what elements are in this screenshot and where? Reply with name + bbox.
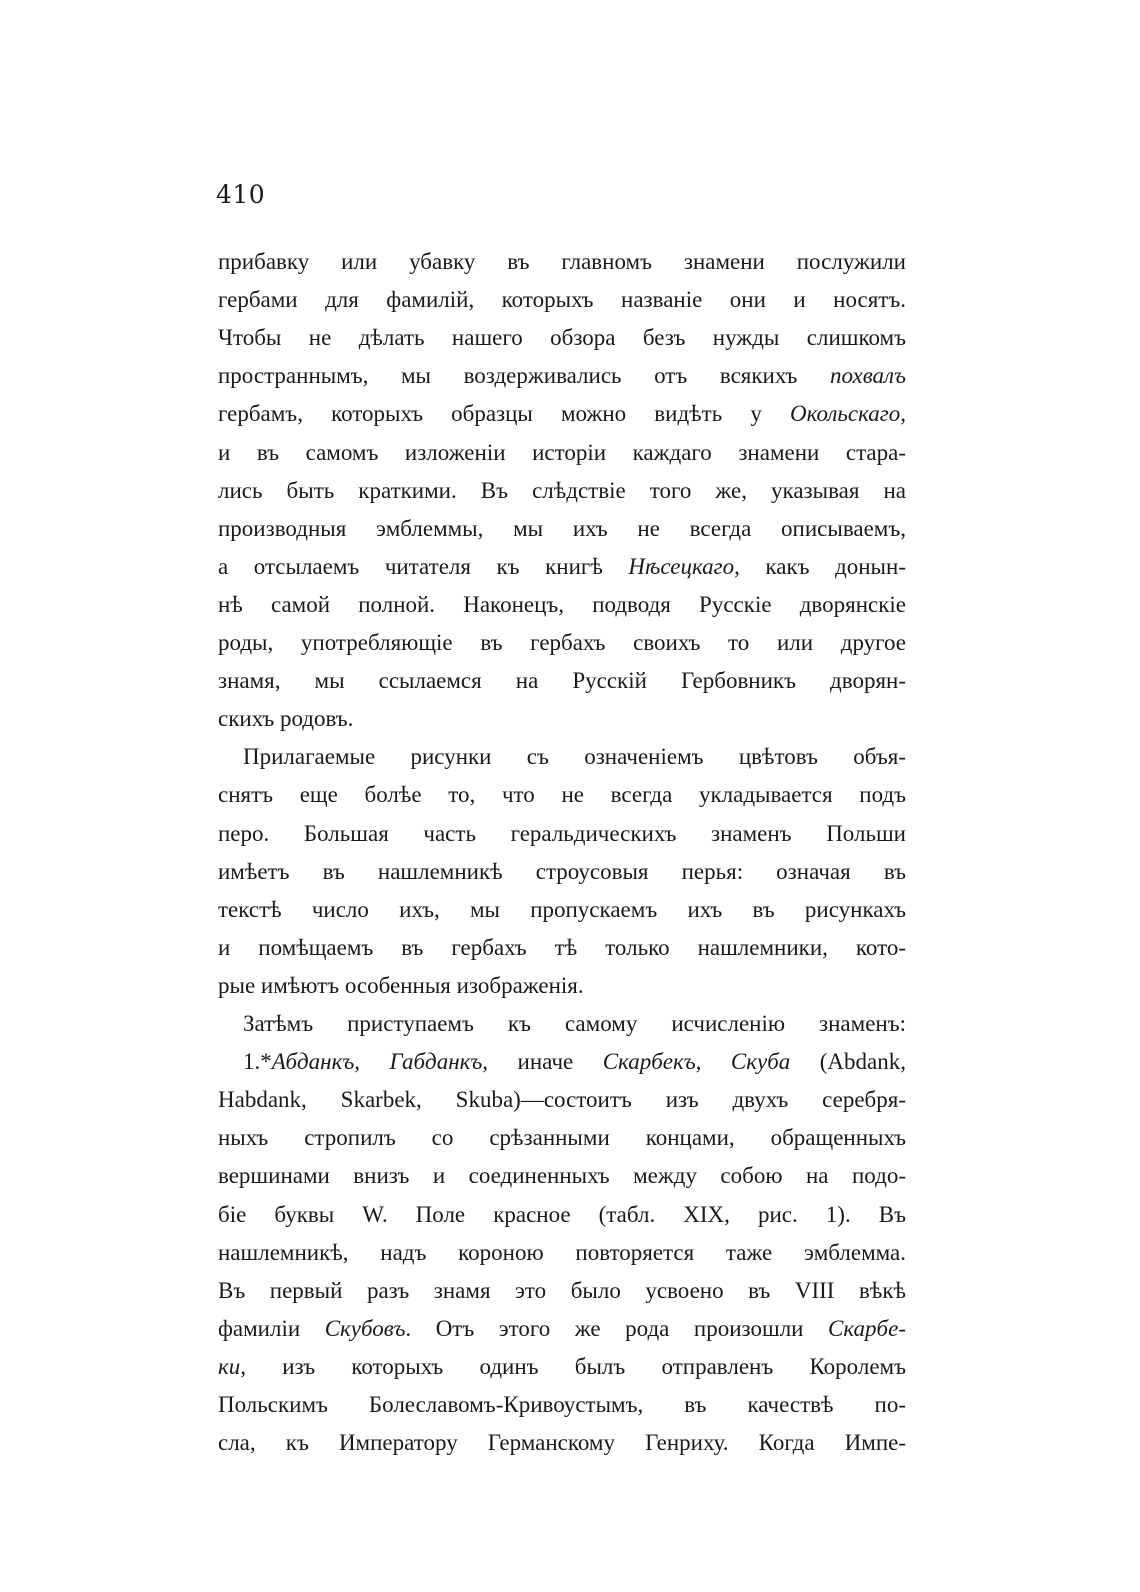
text-segment: и въ самомъ изложеніи исторіи каждаго знамени стара- xyxy=(218,440,906,465)
text-line xyxy=(218,1157,906,1195)
text-line xyxy=(218,967,906,1005)
text-line xyxy=(218,776,906,814)
text-segment: скихъ родовъ. xyxy=(218,706,354,731)
text-line xyxy=(218,472,906,510)
text-line xyxy=(218,281,906,319)
text-line xyxy=(218,357,906,395)
text-segment: производныя эмблеммы, мы ихъ не всегда описываемъ, xyxy=(218,516,906,541)
text-segment: нѣ самой полной. Наконецъ, подводя Русскіе дворянскіе xyxy=(218,592,906,617)
text-segment: Въ первый разъ знамя это было усвоено въ VIII вѣкѣ xyxy=(218,1278,906,1303)
text-segment: Habdank, Skarbek, Skuba)—состоитъ изъ двухъ серебря- xyxy=(218,1087,906,1112)
text-line xyxy=(218,853,906,891)
text-segment: 1.* xyxy=(243,1049,272,1074)
text-line xyxy=(218,1081,906,1119)
text-line xyxy=(243,738,906,776)
text-line xyxy=(218,243,906,281)
text-segment: Польскимъ Болеславомъ-Кривоустымъ, въ качествѣ по- xyxy=(218,1392,906,1417)
text-segment: , какъ донын- xyxy=(734,554,906,579)
text-line xyxy=(218,1119,906,1157)
text-line xyxy=(218,700,906,738)
text-segment: роды, употребляющіе въ гербахъ своихъ то или другое xyxy=(218,630,906,655)
text-line xyxy=(218,624,906,662)
text-line xyxy=(218,319,906,357)
text-segment: снятъ еще болѣе то, что не всегда укладывается подъ xyxy=(218,782,906,807)
italic-text: Нѣсецкаго xyxy=(628,554,735,579)
text-segment: лись быть краткими. Въ слѣдствіе того же, указывая на xyxy=(218,478,906,503)
italic-text: Окольскаго, xyxy=(789,401,906,426)
text-segment: (Abdank, xyxy=(790,1049,906,1074)
italic-text: Скубовъ xyxy=(324,1316,406,1341)
text-line xyxy=(218,1272,906,1310)
text-segment: фамиліи xyxy=(218,1316,325,1341)
text-segment: гербами для фамилій, которыхъ названіе они и носятъ. xyxy=(218,287,906,312)
text-line xyxy=(218,662,906,700)
text-line xyxy=(218,434,906,472)
text-segment: . Отъ этого же рода произошли xyxy=(405,1316,829,1341)
italic-text: Абданкъ, Габданкъ, xyxy=(271,1049,489,1074)
text-line xyxy=(243,1043,906,1081)
italic-text: ки xyxy=(218,1354,241,1379)
text-segment: и помѣщаемъ въ гербахъ тѣ только нашлемники, кото- xyxy=(218,935,906,960)
text-line xyxy=(218,1348,906,1386)
text-line xyxy=(218,1386,906,1424)
text-line xyxy=(243,1005,906,1043)
text-segment: текстѣ число ихъ, мы пропускаемъ ихъ въ рисункахъ xyxy=(218,897,906,922)
text-line xyxy=(218,1310,906,1348)
text-segment: ныхъ стропилъ со срѣзанными концами, обращенныхъ xyxy=(218,1125,906,1150)
text-segment: Чтобы не дѣлать нашего обзора безъ нужды слишкомъ xyxy=(218,325,906,350)
text-segment: гербамъ, которыхъ образцы можно видѣть у xyxy=(218,401,790,426)
text-segment: вершинами внизъ и соединенныхъ между собою на подо- xyxy=(218,1163,906,1188)
text-segment: , изъ которыхъ одинъ былъ отправленъ Королемъ xyxy=(240,1354,906,1379)
text-line xyxy=(218,1424,906,1462)
text-segment: нашлемникѣ, надъ короною повторяется таже эмблемма. xyxy=(218,1240,906,1265)
text-segment: сла, къ Императору Германскому Генриху. Когда Импе- xyxy=(218,1430,906,1455)
text-segment: рые имѣютъ особенныя изображенія. xyxy=(218,973,584,998)
italic-text: похвалъ xyxy=(829,363,906,388)
text-line xyxy=(218,929,906,967)
page-number: 410 xyxy=(216,180,266,209)
text-line xyxy=(218,1196,906,1234)
text-segment: знамя, мы ссылаемся на Русскій Гербовникъ дворян- xyxy=(218,668,906,693)
text-segment: Затѣмъ приступаемъ къ самому исчисленію знаменъ: xyxy=(243,1011,906,1036)
text-line xyxy=(218,395,906,433)
italic-text: Скарбекъ, Скуба xyxy=(602,1049,791,1074)
text-line xyxy=(218,815,906,853)
text-segment: Прилагаемые рисунки съ означеніемъ цвѣтовъ объя- xyxy=(243,744,906,769)
text-segment: пространнымъ, мы воздерживались отъ всякихъ xyxy=(218,363,830,388)
text-segment: а отсылаемъ читателя къ книгѣ xyxy=(218,554,629,579)
text-line xyxy=(218,891,906,929)
text-line xyxy=(218,510,906,548)
text-segment: имѣетъ въ нашлемникѣ строусовыя перья: означая въ xyxy=(218,859,906,884)
text-segment: прибавку или убавку въ главномъ знамени послужили xyxy=(218,249,906,274)
text-segment: перо. Большая часть геральдическихъ знаменъ Польши xyxy=(218,821,906,846)
italic-text: Скарбе- xyxy=(828,1316,906,1341)
text-line xyxy=(218,586,906,624)
text-line xyxy=(218,1234,906,1272)
text-line xyxy=(218,548,906,586)
text-segment: иначе xyxy=(488,1049,603,1074)
text-segment: біе буквы W. Поле красное (табл. XIX, рис. 1). Въ xyxy=(218,1202,906,1227)
